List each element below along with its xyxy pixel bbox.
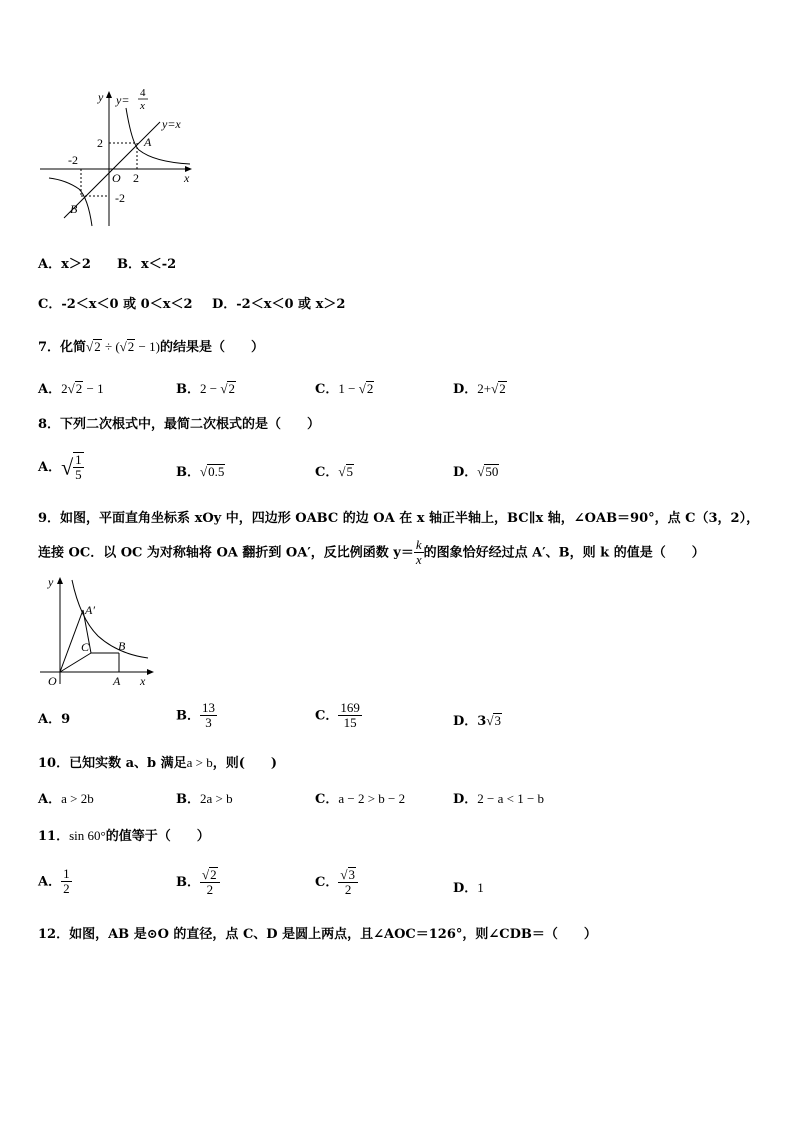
q10-option-a[interactable]: A．a > 2b (38, 791, 94, 807)
q7-option-b[interactable]: B．2 − √2 (176, 381, 235, 397)
q10-stem: 10．已知实数 a、b 满足a > b，则( ) (38, 755, 278, 771)
q9-option-d[interactable]: D．3√3 (453, 713, 501, 729)
q7-option-c[interactable]: C．1 − √2 (315, 381, 374, 397)
graph2-y-label: y (48, 575, 54, 589)
q6-option-d[interactable]: D．-2＜x＜0 或 x＞2 (212, 297, 346, 312)
graph1-line-label: y=x (162, 117, 181, 131)
graph1-fn-den: x (140, 100, 145, 112)
graph2-B: B (118, 639, 126, 653)
q6-option-c[interactable]: C．-2＜x＜0 或 0＜x＜2 (38, 297, 193, 312)
y-axis-arrow (57, 577, 63, 584)
q8-option-b[interactable]: B．√0.5 (176, 464, 225, 480)
graph1-origin: O (112, 171, 121, 185)
q8-option-c[interactable]: C．√5 (315, 464, 353, 480)
graph1-tick-neg2-x: -2 (68, 153, 78, 167)
q10-option-b[interactable]: B．2a > b (176, 791, 233, 807)
q9-stem-line1: 9．如图，平面直角坐标系 xOy 中，四边形 OABC 的边 OA 在 x 轴正半轴上，BC∥x 轴，∠OAB＝90°，点 C（3，2）， (38, 511, 760, 526)
graph2-A: A (113, 674, 121, 688)
q8-option-a[interactable]: A．√ $\frac{1}{5}$ (38, 452, 82, 483)
segment-OA-prime (60, 610, 83, 672)
graph2-C: C (81, 640, 90, 654)
q7-stem: 7．化简√2 ÷ (√2 − 1)的结果是（ ） (38, 339, 264, 355)
q7-option-a[interactable]: A．2√2 − 1 (38, 381, 104, 397)
q8-stem: 8．下列二次根式中，最简二次根式的是（ ） (38, 417, 321, 432)
graph1-y-label: y (98, 90, 104, 104)
graph1-fn-num: 4 (140, 88, 146, 99)
q11-option-d[interactable]: D．1 (453, 880, 484, 896)
y-axis-arrow (106, 91, 112, 98)
x-axis-arrow (147, 669, 154, 675)
graph2-x-label: x (140, 674, 146, 688)
q11-option-a[interactable]: A． $\frac{1}{2}$ (38, 866, 70, 897)
q6-option-b[interactable]: B．x＜-2 (117, 257, 177, 272)
q6-option-a[interactable]: A．x＞2 (38, 257, 91, 272)
q9-stem-line2: 连接 OC．以 OC 为对称轴将 OA 翻折到 OA′，反比例函数 y＝ $\frac{k}{x}$ 的图象恰好经过点 A′、B，则 k 的值是（ ） (38, 537, 705, 568)
q8-option-d[interactable]: D．√50 (453, 464, 499, 480)
graph1-tick-2-y: 2 (97, 136, 103, 150)
graph1-point-A: A (144, 135, 152, 149)
graph1-fn-label: y= (116, 93, 130, 107)
graph1-point-B: B (70, 202, 78, 216)
q11-option-c[interactable]: C． $\frac{√3}{2}$ (315, 867, 358, 898)
graph1-x-label: x (184, 171, 190, 185)
q7-option-d[interactable]: D．2+√2 (453, 381, 506, 397)
q12-stem: 12．如图，AB 是⊙O 的直径，点 C、D 是圆上两点，且∠AOC＝126°，则∠CDB＝（ ） (38, 927, 597, 942)
q9-option-c[interactable]: C． $\frac{169}{15}$ (315, 700, 360, 731)
graph2-origin: O (48, 674, 57, 688)
q11-stem: 11．sin 60°的值等于（ ） (38, 828, 210, 844)
function-graph-1 (36, 88, 206, 228)
graph1-tick-2-x: 2 (133, 171, 139, 185)
segment-OC (60, 653, 91, 672)
q11-option-b[interactable]: B． $\frac{√2}{2}$ (176, 867, 220, 898)
q10-option-c[interactable]: C．a − 2 > b − 2 (315, 791, 406, 807)
q9-option-b[interactable]: B． $\frac{13}{3}$ (176, 700, 215, 731)
graph1-tick-neg2-y: -2 (115, 191, 125, 205)
graph2-A-prime: A′ (85, 603, 95, 617)
q9-option-a[interactable]: A．9 (38, 712, 71, 727)
quadrilateral-graph-2 (36, 572, 156, 692)
q10-option-d[interactable]: D．2 − a < 1 − b (453, 791, 545, 807)
